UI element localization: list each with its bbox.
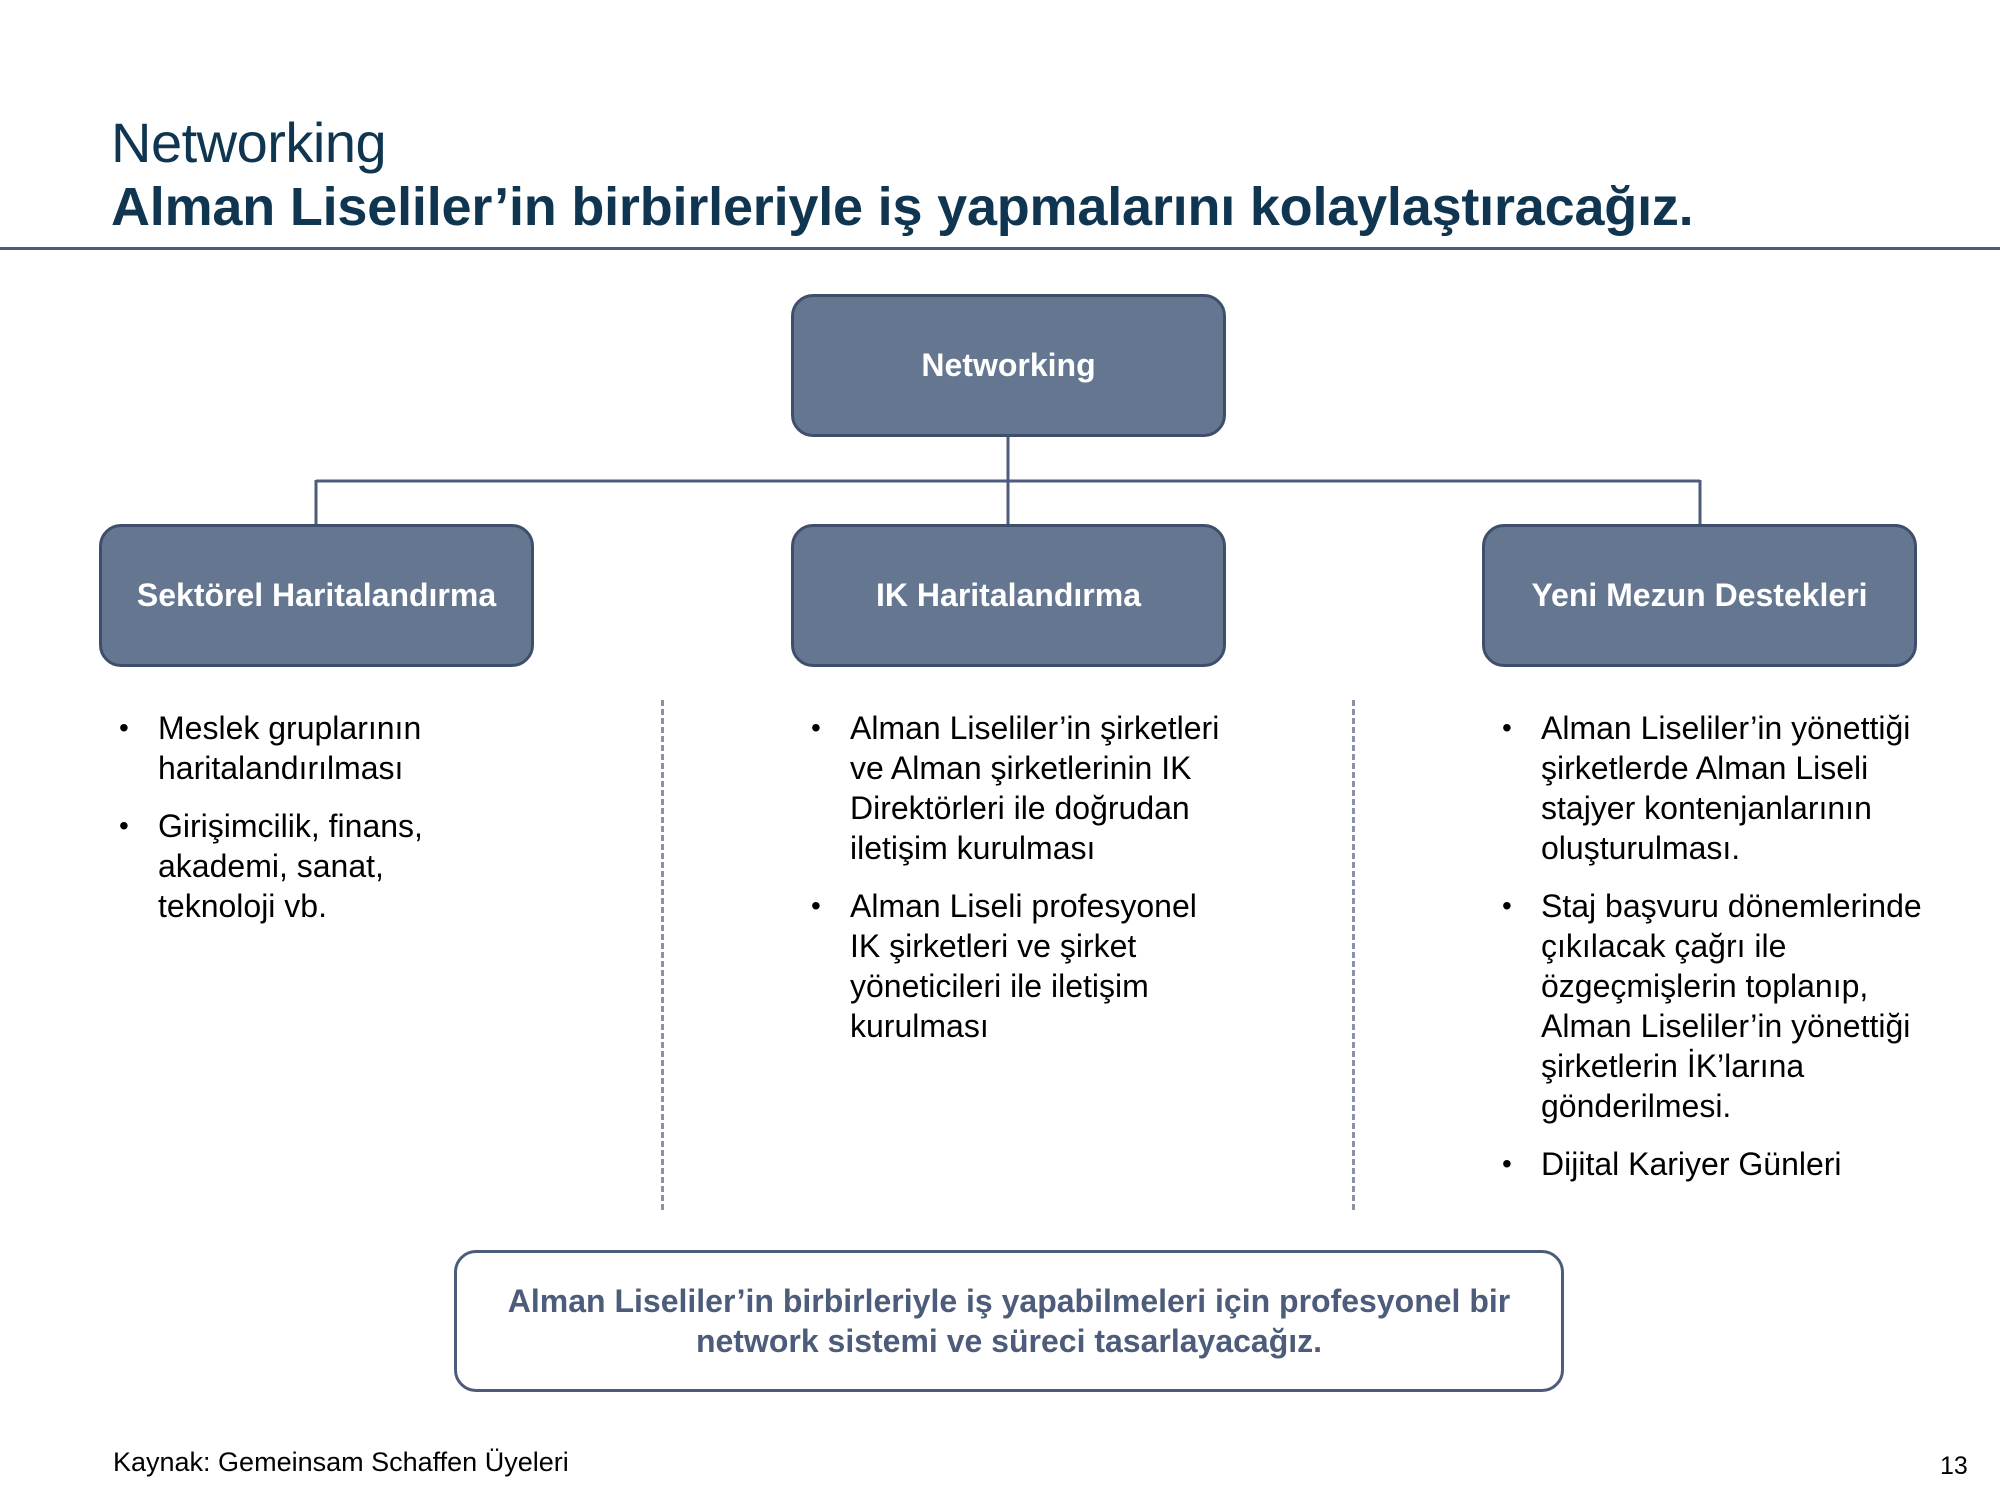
summary-text: Alman Liseliler’in birbirleriyle iş yapabilmeleri için profesyonel bir network sistemi ve süreci tasarlayacağız. (507, 1283, 1511, 1359)
bullet-item (119, 708, 449, 788)
root-node-networking (791, 294, 1226, 437)
root-node-label: Networking (921, 347, 1096, 383)
source-note: Kaynak: Gemeinsam Schaffen Üyeleri (113, 1447, 569, 1477)
bullet-item (119, 806, 449, 926)
dashed-column-divider (1352, 700, 1355, 1210)
bullet-list-yeni-mezun (1502, 708, 1962, 1202)
bullet-item (1502, 1144, 1962, 1184)
bullet-list-ik (811, 708, 1231, 1064)
bullet-item (811, 886, 1231, 1046)
bullet-item (1502, 708, 1962, 868)
node-label: IK Haritalandırma (876, 577, 1141, 613)
dashed-column-divider (661, 700, 664, 1210)
bullet-dot: • (119, 810, 129, 841)
node-sektorel-haritalandirma (99, 524, 534, 667)
summary-box (454, 1250, 1564, 1392)
bullet-text: Girişimcilik, finans, akademi, sanat, teknoloji vb. (158, 808, 423, 924)
bullet-text: Alman Liseli profesyonel IK şirketleri ve şirket yöneticileri ile iletişim kurulması (850, 888, 1197, 1044)
bullet-dot: • (1502, 890, 1512, 921)
node-label: Sektörel Haritalandırma (136, 577, 497, 613)
slide-subtitle: Alman Liseliler’in birbirleriyle iş yapmalarını kolaylaştıracağız. (111, 177, 1694, 237)
bullet-dot: • (1502, 1148, 1512, 1179)
bullet-list-sektorel (119, 708, 449, 944)
bullet-text: Alman Liseliler’in şirketleri ve Alman şirketlerinin IK Direktörleri ile doğrudan iletişim kurulması (850, 710, 1220, 866)
node-yeni-mezun-destekleri (1482, 524, 1917, 667)
bullet-text: Staj başvuru dönemlerinde çıkılacak çağrı ile özgeçmişlerin toplanıp, Alman Liseliler’in yönettiği şirketlerin İK’larına gönderilmesi. (1541, 888, 1922, 1124)
slide-title: Networking (111, 111, 387, 174)
page-number: 13 (1940, 1452, 1968, 1480)
bullet-text: Dijital Kariyer Günleri (1541, 1146, 1842, 1182)
bullet-item (1502, 886, 1962, 1126)
bullet-item (811, 708, 1231, 868)
bullet-dot: • (811, 712, 821, 743)
node-label: Yeni Mezun Destekleri (1531, 577, 1868, 613)
bullet-text: Alman Liseliler’in yönettiği şirketlerde Alman Liseli stajyer kontenjanlarının oluşturulması. (1541, 710, 1911, 866)
bullet-dot: • (811, 890, 821, 921)
bullet-dot: • (119, 712, 129, 743)
bullet-dot: • (1502, 712, 1512, 743)
bullet-text: Meslek gruplarının haritalandırılması (158, 710, 422, 786)
node-ik-haritalandirma (791, 524, 1226, 667)
